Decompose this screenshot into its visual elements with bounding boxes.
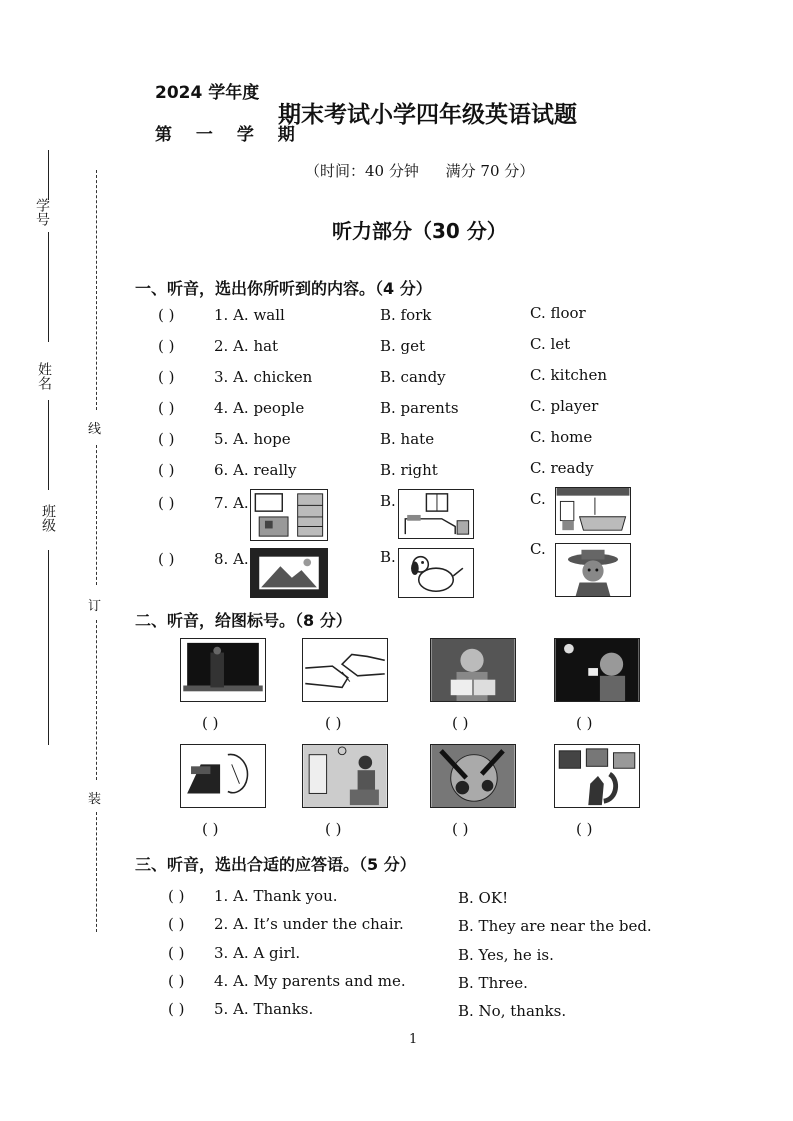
exam-time: （时间：40 分钟 bbox=[305, 162, 419, 180]
page-number: 1 bbox=[409, 1032, 418, 1047]
option-b: B. bbox=[380, 492, 396, 510]
binding-dash-line bbox=[96, 170, 97, 410]
option-c: C. kitchen bbox=[530, 366, 607, 384]
page-title: 期末考试小学四年级英语试题 bbox=[278, 102, 577, 128]
option-c: C. home bbox=[530, 428, 593, 446]
option-a: 3. A. chicken bbox=[214, 368, 313, 386]
option-b: B. Three. bbox=[458, 974, 528, 992]
option-b: B. hate bbox=[380, 430, 435, 448]
option-a: 8. A. bbox=[214, 550, 249, 568]
option-c: C. bbox=[530, 540, 546, 558]
answer-blank[interactable]: ( ) bbox=[168, 1000, 185, 1018]
answer-blank[interactable]: ( ) bbox=[158, 550, 175, 568]
option-b: B. candy bbox=[380, 368, 446, 386]
option-b: B. Yes, he is. bbox=[458, 946, 554, 964]
option-a: 5. A. Thanks. bbox=[214, 1000, 314, 1018]
binding-dash-line bbox=[96, 812, 97, 932]
binding-zhuang: 装 bbox=[88, 792, 102, 807]
bathroom-picture-icon[interactable] bbox=[555, 487, 631, 535]
option-a: 7. A. bbox=[214, 494, 249, 512]
option-c: C. ready bbox=[530, 459, 594, 477]
answer-blank[interactable]: ( ) bbox=[168, 944, 185, 962]
binding-ding: 订 bbox=[88, 599, 102, 614]
blackboard-icon[interactable] bbox=[180, 638, 266, 702]
option-a: 2. A. It’s under the chair. bbox=[214, 915, 404, 933]
night-girl-icon[interactable] bbox=[554, 638, 640, 702]
answer-blank[interactable]: ( ) bbox=[202, 820, 219, 838]
binding-dash-line bbox=[96, 620, 97, 780]
answer-blank[interactable]: ( ) bbox=[202, 714, 219, 732]
answer-blank[interactable]: ( ) bbox=[158, 306, 175, 324]
option-b: B. right bbox=[380, 461, 438, 479]
name-label: 姓名 bbox=[36, 362, 52, 390]
part3-heading: 三、听音，选出合适的应答语。（5 分） bbox=[135, 855, 416, 874]
answer-blank[interactable]: ( ) bbox=[158, 337, 175, 355]
answer-blank[interactable]: ( ) bbox=[158, 494, 175, 512]
exam-info bbox=[305, 160, 556, 181]
option-a: 3. A. A girl. bbox=[214, 944, 301, 962]
semester: 第 一 学 期 bbox=[155, 125, 304, 145]
option-c: C. floor bbox=[530, 304, 586, 322]
option-b: B. bbox=[380, 548, 396, 566]
option-b: B. parents bbox=[380, 399, 459, 417]
option-a: 4. A. My parents and me. bbox=[214, 972, 406, 990]
answer-blank[interactable]: ( ) bbox=[452, 714, 469, 732]
dog-picture-icon[interactable] bbox=[398, 548, 474, 598]
option-b: B. No, thanks. bbox=[458, 1002, 567, 1020]
option-a: 4. A. people bbox=[214, 399, 305, 417]
part2-heading: 二、听音，给图标号。（8 分） bbox=[135, 611, 352, 630]
answer-blank[interactable]: ( ) bbox=[325, 820, 342, 838]
answer-blank[interactable]: ( ) bbox=[158, 368, 175, 386]
answer-blank[interactable]: ( ) bbox=[452, 820, 469, 838]
section-title: 听力部分（30 分） bbox=[332, 219, 507, 243]
name-line bbox=[48, 232, 49, 342]
extra-line bbox=[48, 550, 49, 745]
option-c: C. let bbox=[530, 335, 571, 353]
answer-blank[interactable]: ( ) bbox=[158, 399, 175, 417]
man-at-desk-icon[interactable] bbox=[302, 744, 388, 808]
option-b: B. OK! bbox=[458, 889, 509, 907]
answer-blank[interactable]: ( ) bbox=[168, 972, 185, 990]
option-a: 1. A. Thank you. bbox=[214, 887, 338, 905]
option-a: 1. A. wall bbox=[214, 306, 285, 324]
stapler-hand-icon[interactable] bbox=[180, 744, 266, 808]
student-no-line bbox=[48, 150, 49, 200]
kitchen-picture-icon[interactable] bbox=[250, 489, 328, 541]
binding-xian: 线 bbox=[88, 422, 102, 437]
option-b: B. They are near the bed. bbox=[458, 917, 652, 935]
option-b: B. fork bbox=[380, 306, 432, 324]
option-a: 6. A. really bbox=[214, 461, 297, 479]
option-a: 5. A. hope bbox=[214, 430, 291, 448]
bedroom-picture-icon[interactable] bbox=[398, 489, 474, 539]
handshake-icon[interactable] bbox=[302, 638, 388, 702]
painting-picture-icon[interactable] bbox=[250, 548, 328, 598]
reading-boy-icon[interactable] bbox=[430, 638, 516, 702]
answer-blank[interactable]: ( ) bbox=[576, 714, 593, 732]
answer-blank[interactable]: ( ) bbox=[325, 714, 342, 732]
option-b: B. get bbox=[380, 337, 426, 355]
squirrel-pictures-icon[interactable] bbox=[554, 744, 640, 808]
part1-heading: 一、听音，选出你所听到的内容。（4 分） bbox=[135, 279, 432, 298]
option-a: 2. A. hat bbox=[214, 337, 279, 355]
answer-blank[interactable]: ( ) bbox=[158, 461, 175, 479]
cooking-hands-icon[interactable] bbox=[430, 744, 516, 808]
student-no-label: 学号 bbox=[34, 198, 50, 226]
answer-blank[interactable]: ( ) bbox=[576, 820, 593, 838]
answer-blank[interactable]: ( ) bbox=[168, 915, 185, 933]
class-line bbox=[48, 400, 49, 490]
school-year: 2024 学年度 bbox=[155, 83, 260, 103]
binding-dash-line bbox=[96, 445, 97, 585]
girl-with-hat-picture-icon[interactable] bbox=[555, 543, 631, 597]
class-label: 班级 bbox=[40, 504, 56, 532]
answer-blank[interactable]: ( ) bbox=[168, 887, 185, 905]
option-c: C. bbox=[530, 490, 546, 508]
option-c: C. player bbox=[530, 397, 599, 415]
answer-blank[interactable]: ( ) bbox=[158, 430, 175, 448]
exam-score: 满分 70 分） bbox=[445, 162, 535, 180]
